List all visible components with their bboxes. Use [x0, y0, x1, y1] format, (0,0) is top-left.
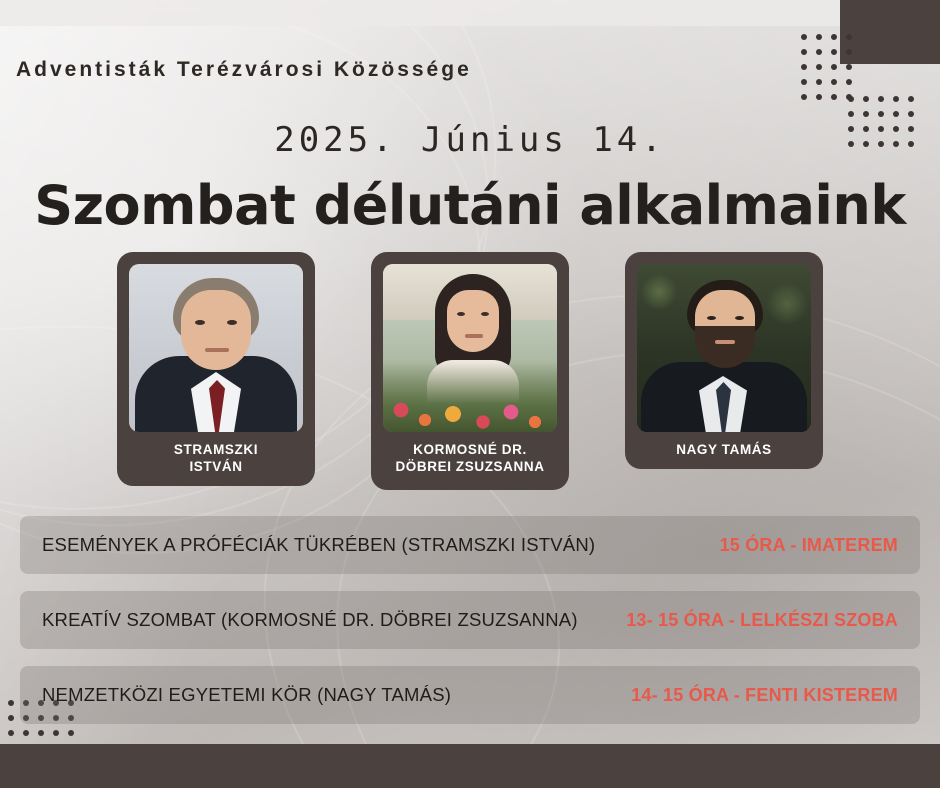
speaker-photo — [383, 264, 557, 432]
top-right-dark-block — [840, 0, 940, 64]
speaker-name-line1: NAGY TAMÁS — [676, 442, 772, 457]
speaker-name — [637, 442, 811, 459]
event-list — [20, 516, 920, 741]
speaker-name — [129, 442, 303, 476]
event-title: KREATÍV SZOMBAT (KORMOSNÉ DR. DÖBREI ZSUZSANNA) — [42, 609, 578, 630]
speaker-photo — [129, 264, 303, 432]
speaker-card — [625, 252, 823, 469]
bottom-left-dark-block — [0, 744, 108, 788]
dot-grid-top-left-icon — [801, 34, 852, 100]
event-row — [20, 516, 920, 574]
event-time: 14- 15 ÓRA - FENTI KISTEREM — [631, 684, 898, 705]
organization-name: Adventisták Terézvárosi Közössége — [16, 58, 472, 81]
event-date: 2025. Június 14. — [274, 120, 666, 160]
speaker-name — [383, 442, 557, 476]
speaker-card-list — [0, 252, 940, 490]
speaker-name-line1: STRAMSZKI — [173, 442, 259, 457]
speaker-card — [117, 252, 315, 486]
top-light-strip — [0, 0, 940, 26]
event-time: 13- 15 ÓRA - LELKÉSZI SZOBA — [626, 609, 898, 630]
speaker-card — [371, 252, 569, 490]
event-title: ESEMÉNYEK A PRÓFÉCIÁK TÜKRÉBEN (STRAMSZKI ISTVÁN) — [42, 534, 596, 555]
page-title: Szombat délutáni alkalmaink — [34, 174, 906, 237]
bottom-dark-strip — [108, 744, 940, 788]
speaker-photo — [637, 264, 811, 432]
speaker-name-line2: DÖBREI ZSUZSANNA — [395, 458, 545, 474]
speaker-name-line2: ISTVÁN — [189, 458, 243, 474]
event-row — [20, 591, 920, 649]
event-title: NEMZETKÖZI EGYETEMI KÖR (NAGY TAMÁS) — [42, 684, 452, 705]
speaker-name-line1: KORMOSNÉ DR. — [413, 442, 527, 457]
event-row — [20, 666, 920, 724]
event-time: 15 ÓRA - IMATEREM — [719, 534, 898, 555]
